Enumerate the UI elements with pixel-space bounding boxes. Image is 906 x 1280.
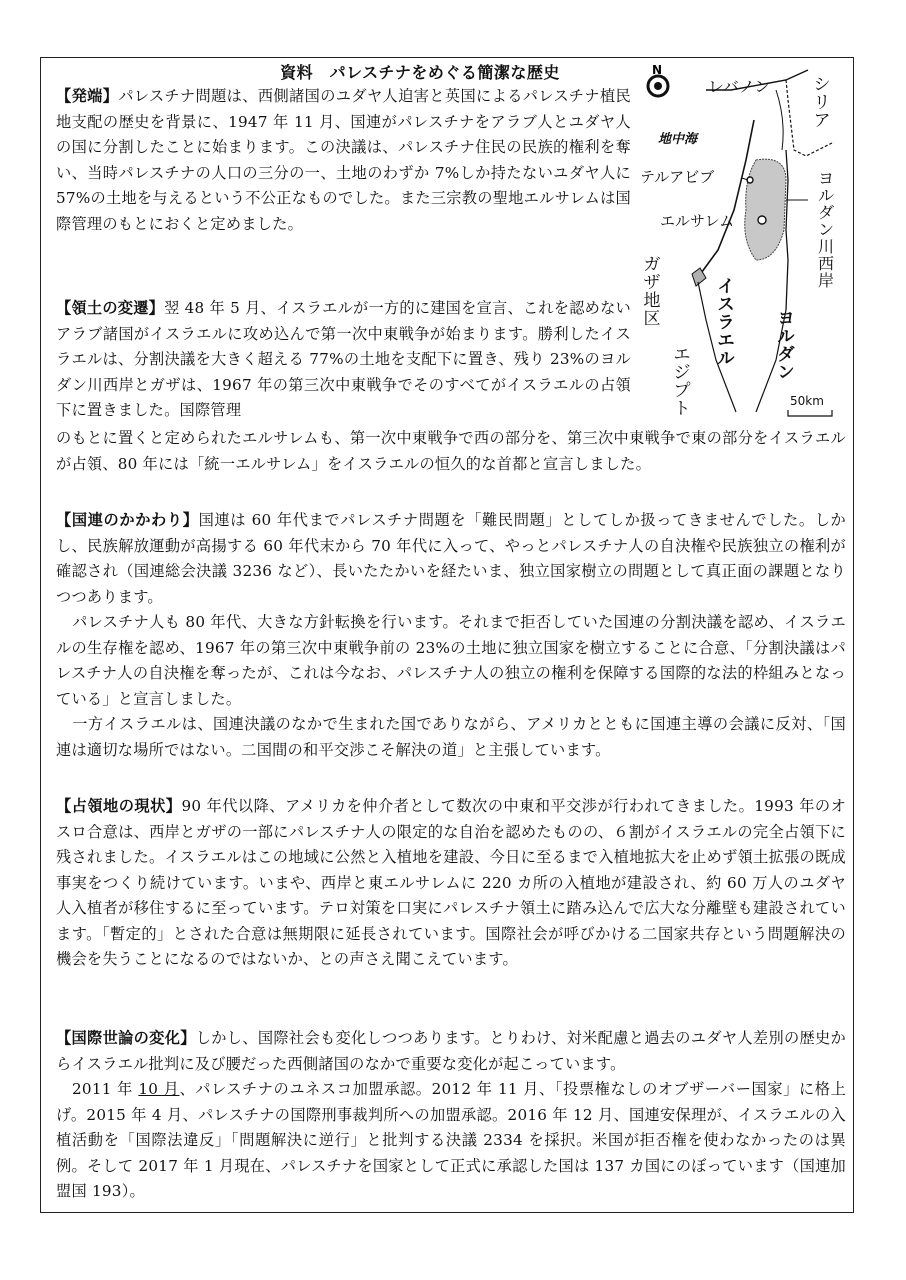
section-text-territory-a: 翌 48 年 5 月、イスラエルが一方的に建国を宣言、これを認めないアラブ諸国がイスラエルに攻め込んで第一次中東戦争が始まります。勝利したイスラエルは、分割決議を大きく超える 77%の土地を支配下に置き、残り 23%のヨルダン川西岸とガザは、1967 年の第三次中東戦争でそのすべてがイスラエルの占領下に置きました。国際管理 <box>56 299 631 419</box>
section-heading-opinion: 【国際世論の変化】 <box>56 1029 196 1047</box>
map-label-mediterranean: 地中海 <box>658 132 698 147</box>
section-opinion <box>56 1026 846 1077</box>
section-un-p2 <box>56 610 846 712</box>
map-label-lebanon: レバノン <box>708 77 771 96</box>
section-text-un-3: 一方イスラエルは、国連決議のなかで生まれた国でありながら、アメリカとともに国連主導の会議に反対、「国連は適切な場所ではない。二国間の和平交渉こそ解決の道」と主張しています。 <box>56 715 846 759</box>
map-label-egypt: エジプト <box>673 345 691 419</box>
section-occupation <box>56 794 846 973</box>
map-scale-label: 50km <box>790 394 824 408</box>
section-territory-cont: のもとに置くと定められたエルサレムも、第一次中東戦争で西の部分を、第三次中東戦争で東の部分をイスラエルが占領、80 年には「統一エルサレム」をイスラエルの恒久的な首都と宣言しました。 <box>56 429 846 473</box>
section-text-origin: パレスチナ問題は、西側諸国のユダヤ人迫害と英国によるパレスチナ植民地支配の歴史を背景に、1947 年 11 月、国連がパレスチナをアラブ人とユダヤ人の国に分割したことに始まります。この決議は、パレスチナ住民の民族的権利を奪い、当時パレスチナの人口の三分の一、土地のわずか 7%しか持たないユダヤ人に 57%の土地を与えるという不公正なものでした。また三宗教の聖地エルサレムは国際管理のもとにおくと定めました。 <box>56 87 631 233</box>
section-heading-origin: 【発端】 <box>56 87 119 105</box>
gaza-area <box>692 268 706 286</box>
map-label-gaza: ガザ地区 <box>643 255 661 329</box>
svg-text:N: N <box>652 63 663 77</box>
map-label-jerusalem: エルサレム <box>660 212 735 230</box>
scale-bar <box>788 410 832 416</box>
section-text-un-1: 国連は 60 年代までパレスチナ問題を「難民問題」としてしか扱ってきませんでした。しかし、民族解放運動が高揚する 60 年代末から 70 年代に入って、やっとパレスチナ人の自決権や民族独立の権利が確認され（国連総会決議 3236 など）、長いたたかいを経たいま、独立国家樹立の問題として真正面の課題となりつつあります。 <box>56 511 846 606</box>
map-label-israel: イスラエル <box>717 277 735 369</box>
section-opinion-p2 <box>56 1077 846 1205</box>
section-heading-occupation: 【占領地の現状】 <box>56 797 182 815</box>
jerusalem-marker <box>758 216 766 224</box>
section-text-opinion-2a: 2011 年 <box>72 1080 139 1098</box>
compass-icon <box>648 63 668 96</box>
map-label-syria: シリア <box>813 75 831 131</box>
section-text-opinion-1: しかし、国際社会も変化しつつあります。とりわけ、対米配慮と過去のユダヤ人差別の歴史からイスラエル批判に及び腰だった西側諸国のなかで重要な変化が起こっています。 <box>56 1029 846 1073</box>
section-text-occupation: 90 年代以降、アメリカを仲介者として数次の中東和平交渉が行われてきました。1993 年のオスロ合意は、西岸とガザの一部にパレスチナ人の限定的な自治を認めたものの、６割がイスラエルの完全占領下に残されました。イスラエルはこの地域に公然と入植地を建設、今日に至るまで入植地拡大を止めず領土拡張の既成事実をつくり続けています。いまや、西岸と東エルサレムに 220 カ所の入植地が建設され、約 60 万人のユダヤ人入植者が移住するに至っています。テロ対策を口実にパレスチナ領土に踏み込んで広大な分離壁も建設されています。「暫定的」とされた合意は無期限に延長されています。国際社会が呼びかける二国家共存という問題解決の機会を失うことになるのではないか、との声さえ聞こえています。 <box>56 797 847 968</box>
map-label-jordan: ヨルダン <box>777 309 795 383</box>
jordan-river <box>786 150 788 310</box>
coast-north <box>776 90 783 150</box>
map-label-tel-aviv: テルアビブ <box>640 168 715 186</box>
section-origin <box>56 84 631 237</box>
document-title: 資料 パレスチナをめぐる簡潔な歴史 <box>280 63 560 82</box>
section-territory <box>56 296 631 424</box>
section-un-p3 <box>56 712 846 763</box>
map-label-west-bank: ヨルダン川西岸 <box>817 169 834 290</box>
section-text-opinion-2u: 10 月 <box>138 1080 180 1098</box>
section-text-un-2: パレスチナ人も 80 年代、大きな方針転換を行います。それまで拒否していた国連の分割決議を認め、イスラエルの生存権を認め、1967 年の第三次中東戦争前の 23%の土地に独立国家を樹立することに合意、「分割決議はパレスチナ人の自決権を奪ったが、これは今なお、パレスチナ人の独立の権利を保障する国際的な法的枠組みとなっている」と宣言しました。 <box>56 613 846 708</box>
section-un <box>56 508 846 610</box>
section-heading-un: 【国連のかかわり】 <box>56 511 199 529</box>
west-bank-area <box>745 159 786 260</box>
section-text-opinion-2b: 、パレスチナのユネスコ加盟承認。2012 年 11 月、「投票権なしのオブザーバー国家」に格上げ。2015 年 4 月、パレスチナの国際刑事裁判所への加盟承認。2016 年 12 月、国連安保理が、イスラエルの入植活動を「国際法違反」「問題解決に逆行」と批判する決議 2334 を採択。米国が拒否権を使わなかったのは異例。そして 2017 年 1 月現在、パレスチナを国家として正式に承認した国は 137 カ国にのぼっています（国連加盟国 193）。 <box>56 1080 847 1200</box>
section-heading-territory: 【領土の変遷】 <box>56 299 165 317</box>
palestine-map <box>636 60 850 430</box>
